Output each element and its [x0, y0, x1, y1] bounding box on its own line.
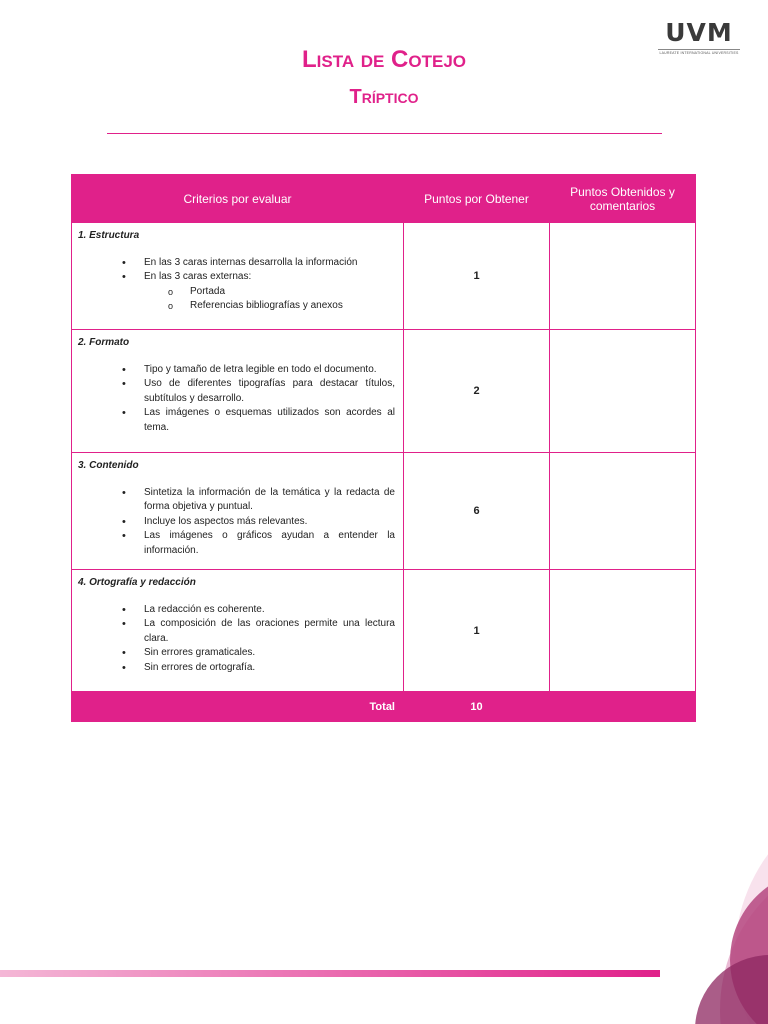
sub-list-item: o Referencias bibliografías y anexos [190, 299, 395, 314]
logo-subtitle: LAUREATE INTERNATIONAL UNIVERSITIES [659, 51, 739, 55]
points-cell: 2 [404, 330, 550, 453]
list-item: • Las imágenes o gráficos ayudan a entender la información. [144, 529, 395, 558]
list-item: • Tipo y tamaño de letra legible en todo el documento. [144, 363, 395, 378]
header-points-to-obtain: Puntos por Obtener [404, 175, 550, 223]
list-item: • Sin errores de ortografía. [144, 661, 395, 676]
points-cell: 1 [404, 223, 550, 330]
header-points-obtained: Puntos Obtenidos y comentarios [550, 175, 696, 223]
list-item: • Incluye los aspectos más relevantes. [144, 515, 395, 530]
footer-bar [0, 970, 660, 977]
criteria-title: 2. Formato [78, 337, 130, 348]
page-subtitle: Tríptico [349, 86, 419, 108]
list-item: • En las 3 caras internas desarrolla la información [144, 256, 395, 271]
points-cell: 6 [404, 453, 550, 570]
points-cell: 1 [404, 570, 550, 692]
list-item: • La redacción es coherente. [144, 603, 395, 618]
criteria-title: 4. Ortografía y redacción [78, 577, 196, 588]
page-title: Lista de Cotejo [301, 46, 467, 73]
sub-list-item: o Portada [190, 285, 395, 300]
logo-text: UVM [665, 18, 733, 47]
list-item-text: En las 3 caras externas: [144, 271, 252, 282]
total-value: 10 [404, 692, 550, 722]
list-item: • La composición de las oraciones permite una lectura clara. [144, 617, 395, 646]
list-item: • Sintetiza la información de la temática y la redacta de forma objetiva y puntual. [144, 486, 395, 515]
list-item: • Uso de diferentes tipografías para destacar títulos, subtítulos y desarrollo. [144, 377, 395, 406]
criteria-title: 1. Estructura [78, 230, 140, 241]
total-label: Total [72, 692, 404, 722]
criteria-title: 3. Contenido [78, 460, 139, 471]
header-criteria: Criterios por evaluar [72, 175, 404, 223]
list-item: • Sin errores gramaticales. [144, 646, 395, 661]
list-item: • Las imágenes o esquemas utilizados son acordes al tema. [144, 406, 395, 435]
